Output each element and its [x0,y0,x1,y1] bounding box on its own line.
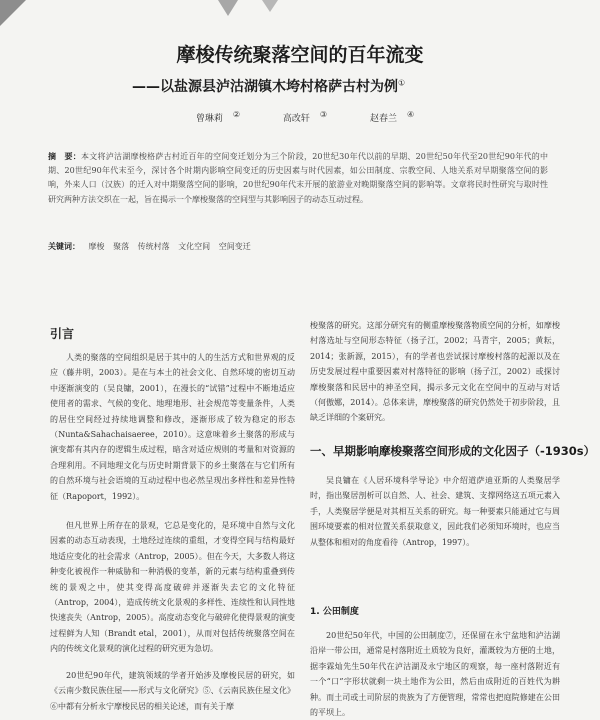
top-decoration-small [262,0,278,12]
keywords [48,241,251,252]
subsection-1-heading: 1. 公田制度 [310,607,359,617]
author-list [0,110,600,124]
section-1-heading: 一、早期影响摩梭聚落空间形成的文化因子（-1930s） [310,444,596,458]
article-subtitle: ——以盐源县泸沽湖镇木垮村格萨古村为例① [132,78,406,95]
abstract-label: 摘 要： [48,152,82,161]
author: 曾琳莉 ② [195,110,241,124]
abstract-text: 本文将泸沽湖摩梭格萨古村近百年的空间变迁划分为三个阶段，20世纪30年代以前的早期、20世纪50年代至20世纪90年代的中期、20世纪90年代末至今，深讨各个时期内影响空间变迁的历史因素与时代因素，如公田制度、宗教空间、人地关系对早期聚落空间的影响，外来人口（汉族）的迁入对中期聚落空间的影响，20世纪90年代末开展的旅游业对晚期聚落空间的影响等。文章将民时性研究与取时性研究两种方法交织在一起，旨在揭示一个摩梭聚落的空间型与其影响因子的动态互动过程。 [48,152,548,204]
corner-decoration [0,0,26,26]
keyword: 空间变迁 [218,242,251,251]
keyword: 聚落 [113,242,130,251]
author: 赵春兰 ④ [369,110,415,124]
section-1-paragraph: 吴良镛在《人居环境科学导论》中介绍道萨迪亚斯的人类聚居学时，指出聚居剖析可以自然、人、社会、建筑、支撑网络这五项元素入手，人类聚居学便是对其相互关系的研究。每一种要素只能通过它与周围环境要素的相对位置关系获取意义，因此我们必须知环境时，也应当从整体和相对的角度看待（Antrop，1997）。 [310,476,560,547]
article-title: 摩梭传统聚落空间的百年流变 [176,44,424,66]
intro-paragraph-3: 20世纪90年代，建筑领域的学者开始涉及摩梭民居的研究，如《云南少数民族住屋——形式与文化研究》⑤、《云南民族住屋文化》⑥中都有分析永宁摩梭民居的相关论述，而有关于摩 [50,671,295,711]
keyword: 文化空间 [178,242,211,251]
right-paragraph-continued: 梭聚落的研究。这部分研究有的侧重摩梭聚落物质空间的分析，如摩梭村落选址与空间形态特征（扬子江，2002；马青宇，2005；黄耘，2014；张新源，2015），有的学者也尝试探讨摩梭村落的起源以及在历史发展过程中重要因素对村落特征的影响（扬子江，2002）或探讨摩梭聚落和民居中的神圣空间，揭示多元文化在空间中的互动与对话（何傲娜，2014）。总体来讲，摩梭聚落的研究仍然处于初步阶段，且缺乏详细的个案研究。 [310,321,560,423]
abstract [48,150,548,207]
keywords-label: 关键词： [48,242,80,251]
subsection-1-paragraph: 20世纪50年代，中国的公田制度⑦，还保留在永宁盆地和泸沽湖沿岸一带公田，通常是村落附近土质较为良好，灌溉较为方便的土地，据李霖灿先生50年代在泸沽湖及永宁地区的观察，每一座村落附近有一个“口”字形状就剩一块土地作为公田，然后由成附近的百姓代为耕种。而土司或土司阶层的贵族为了方便管理，常常也把庭院修建在公田的平坝上。 [310,631,560,718]
intro-heading: 引言 [50,327,75,341]
keyword: 摩梭 [88,242,105,251]
keyword: 传统村落 [137,242,170,251]
top-decoration [218,0,238,16]
author: 高改轩 ③ [282,110,328,124]
intro-paragraph-1: 人类的聚落的空间组织是居于其中的人的生活方式和世界观的反应（藤井明，2003）。是在与本土的社会文化、自然环境的密切互动中逐渐演变的（吴良镛，2001），在漫长的“试错”过程中不断地适应使用者的需求、气候的变化、地理地形、社会规范等变量条件，人类的居住空间经过持续地调整和修改，逐渐形成了较为稳定的形态（Nunta&Sahachaisaeree，2010）。这意味着乡土聚落的形成与演变都有其内存的逻辑生成过程，暗含对适应规则的考量和对资源的合理利用。不同地理文化与历史时期背景下的乡土聚落在与它们所有的自然环境与社会语境的互动过程中也必然呈现出多样性和差异性特征（Rapoport，1992）。 [50,353,295,501]
intro-paragraph-2: 但凡世界上所存在的景观，它总是变化的，是环境中自然与文化因素的动态互动表现，土地经过连续的重组，才变得空间与结构最好地适应变化的社会需求（Antrop，2005）。但在今天，大多数人将这种变化被视作一种威胁和一种消极的变革，新的元素与结构重叠到传统的景观之中，使其变得高度破碎并逐渐失去它的文化特征（Antrop，2004），造成传统文化景观的多样性、连续性和认同性地快速丧失（Antrop，2005）。高度动态变化与破碎化使得景观的演变过程鲜为人知（Brandt etal，2001），从而对包括传统聚落空间在内的传统文化景观的演化过程的研究更为急切。 [50,521,295,654]
